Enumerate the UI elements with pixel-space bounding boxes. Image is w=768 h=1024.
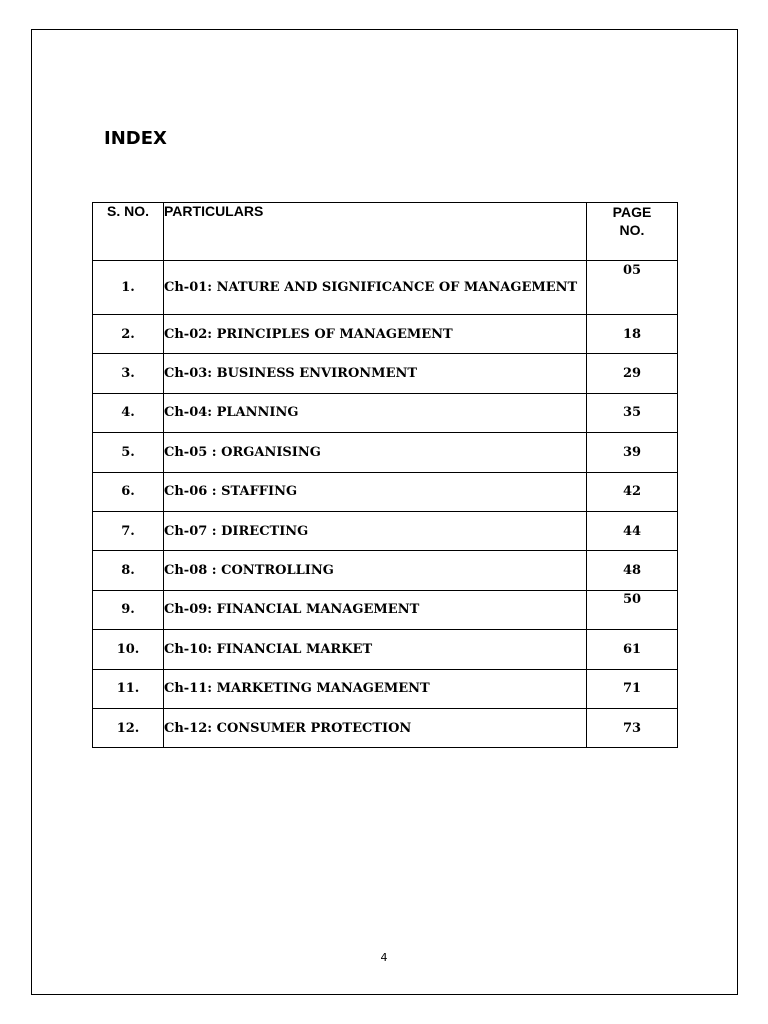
row-particulars: Ch-05 : ORGANISING bbox=[164, 433, 587, 472]
row-particulars: Ch-06 : STAFFING bbox=[164, 472, 587, 511]
row-particulars: Ch-09: FINANCIAL MANAGEMENT bbox=[164, 590, 587, 629]
row-serial-number: 8. bbox=[93, 551, 164, 590]
table-row bbox=[93, 630, 678, 669]
row-serial-number: 7. bbox=[93, 511, 164, 550]
row-particulars: Ch-04: PLANNING bbox=[164, 393, 587, 432]
row-particulars: Ch-10: FINANCIAL MARKET bbox=[164, 630, 587, 669]
row-serial-number: 2. bbox=[93, 315, 164, 354]
table-row bbox=[93, 315, 678, 354]
row-particulars: Ch-03: BUSINESS ENVIRONMENT bbox=[164, 354, 587, 393]
row-page-number: 35 bbox=[587, 393, 678, 432]
table-row bbox=[93, 708, 678, 747]
table-header-row bbox=[93, 203, 678, 261]
row-particulars: Ch-07 : DIRECTING bbox=[164, 511, 587, 550]
table-row bbox=[93, 511, 678, 550]
row-page-number: 44 bbox=[587, 511, 678, 550]
index-table bbox=[92, 202, 678, 748]
row-serial-number: 6. bbox=[93, 472, 164, 511]
header-particulars: PARTICULARS bbox=[164, 203, 587, 261]
row-page-number: 61 bbox=[587, 630, 678, 669]
table-row bbox=[93, 472, 678, 511]
row-particulars: Ch-12: CONSUMER PROTECTION bbox=[164, 708, 587, 747]
row-page-number: 48 bbox=[587, 551, 678, 590]
header-serial-number: S. NO. bbox=[93, 203, 164, 261]
row-particulars: Ch-02: PRINCIPLES OF MANAGEMENT bbox=[164, 315, 587, 354]
table-row bbox=[93, 393, 678, 432]
table-row bbox=[93, 551, 678, 590]
row-serial-number: 11. bbox=[93, 669, 164, 708]
row-page-number: 29 bbox=[587, 354, 678, 393]
header-page-line2: NO. bbox=[619, 222, 645, 238]
row-serial-number: 4. bbox=[93, 393, 164, 432]
header-page-number bbox=[587, 203, 678, 261]
row-page-number: 73 bbox=[587, 708, 678, 747]
row-serial-number: 5. bbox=[93, 433, 164, 472]
table-row bbox=[93, 669, 678, 708]
table-row bbox=[93, 590, 678, 629]
row-page-number: 18 bbox=[587, 315, 678, 354]
row-serial-number: 9. bbox=[93, 590, 164, 629]
row-particulars: Ch-01: NATURE AND SIGNIFICANCE OF MANAGEMENT bbox=[164, 261, 587, 315]
row-particulars: Ch-08 : CONTROLLING bbox=[164, 551, 587, 590]
table-row bbox=[93, 354, 678, 393]
page-title: INDEX bbox=[104, 128, 167, 149]
row-serial-number: 10. bbox=[93, 630, 164, 669]
row-page-number: 42 bbox=[587, 472, 678, 511]
row-page-number: 05 bbox=[587, 261, 678, 315]
row-page-number: 50 bbox=[587, 590, 678, 629]
row-serial-number: 12. bbox=[93, 708, 164, 747]
row-page-number: 39 bbox=[587, 433, 678, 472]
table-row bbox=[93, 433, 678, 472]
table-row bbox=[93, 261, 678, 315]
header-page-line1: PAGE bbox=[612, 204, 652, 220]
row-particulars: Ch-11: MARKETING MANAGEMENT bbox=[164, 669, 587, 708]
page-footer-number: 4 bbox=[380, 951, 388, 964]
row-page-number: 71 bbox=[587, 669, 678, 708]
row-serial-number: 1. bbox=[93, 261, 164, 315]
row-serial-number: 3. bbox=[93, 354, 164, 393]
